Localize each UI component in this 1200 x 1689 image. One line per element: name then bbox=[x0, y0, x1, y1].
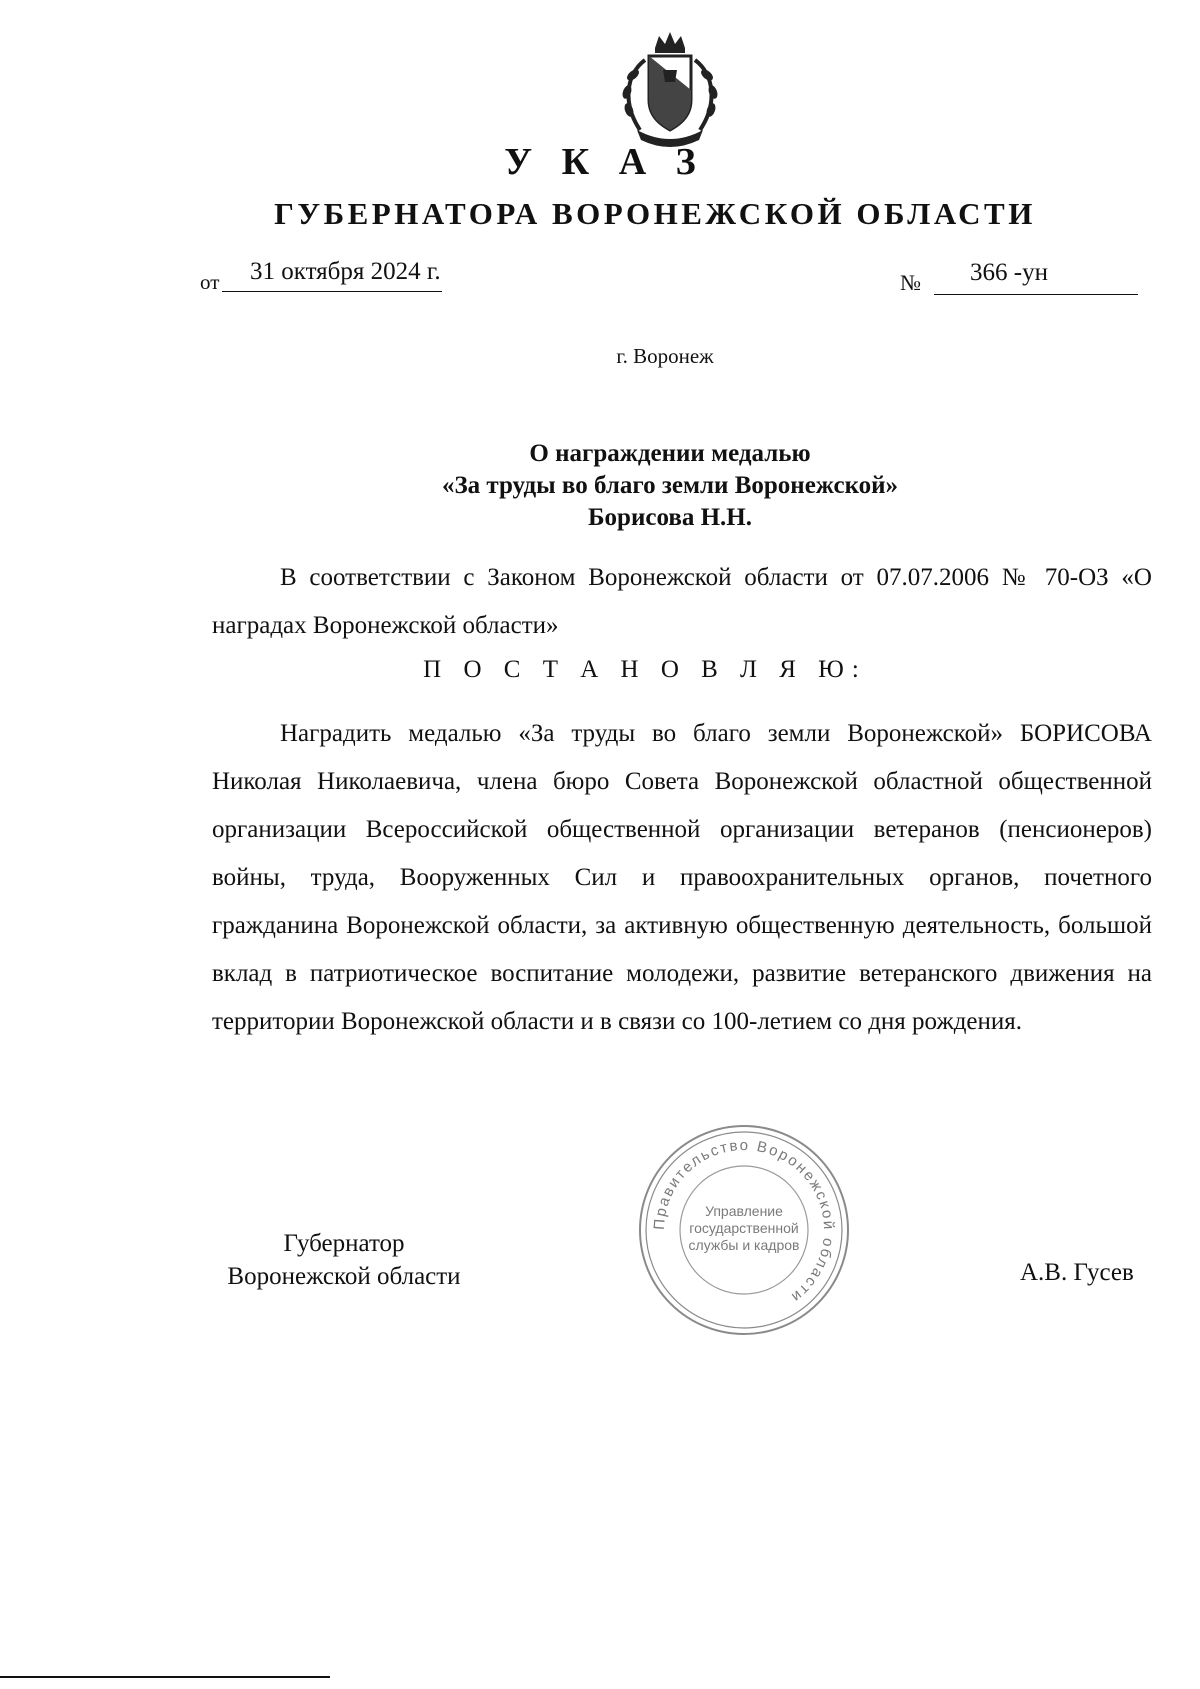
signer-position bbox=[212, 1227, 476, 1293]
number-prefix: № bbox=[900, 270, 921, 295]
decree-date bbox=[200, 258, 440, 298]
date-underline bbox=[222, 291, 442, 292]
signer-name: А.В. Гусев bbox=[1020, 1259, 1134, 1286]
document-issuer: ГУБЕРНАТОРА ВОРОНЕЖСКОЙ ОБЛАСТИ bbox=[274, 196, 1036, 231]
seal-center-line: службы и кадров bbox=[688, 1237, 800, 1253]
subject-line: О награждении медалью bbox=[529, 440, 811, 467]
seal-center-line: Управление bbox=[705, 1203, 783, 1219]
footer-rule bbox=[0, 1676, 330, 1678]
city-name: г. Воронеж bbox=[616, 344, 714, 368]
document-title: У К А З bbox=[504, 141, 706, 183]
date-prefix: от bbox=[200, 270, 220, 294]
number-value: 366 -ун bbox=[970, 259, 1048, 286]
subject-line: «За труды во благо земли Воронежской» bbox=[441, 472, 899, 499]
position-line: Воронежской области bbox=[227, 1263, 461, 1290]
subject-line: Борисова Н.Н. bbox=[588, 504, 752, 531]
coat-of-arms-icon bbox=[615, 30, 725, 150]
position-line: Губернатор bbox=[283, 1230, 405, 1257]
seal-ring-text: Правительство Воронежской области bbox=[650, 1136, 838, 1307]
official-seal-icon bbox=[636, 1122, 852, 1338]
legal-basis-paragraph: В соответствии с Законом Воронежской области от 07.07.2006 № 70-ОЗ «О наградах Воронежской области» bbox=[212, 564, 1152, 639]
decree-word: П О С Т А Н О В Л Я Ю: bbox=[423, 656, 867, 683]
decree-subject bbox=[300, 438, 1040, 534]
seal-center-line: государственной bbox=[689, 1220, 799, 1236]
number-underline bbox=[934, 294, 1138, 295]
award-paragraph: Наградить медалью «За труды во благо земли Воронежской» БОРИСОВА Николая Николаевича, члена бюро Совета Воронежской областной общественной организации Всероссийской общественной организации ветеранов (пенсионеров) войны, труда, Вооруженных Сил и правоохранительных органов, почетного гражданина Воронежской области, за активную общественную деятельность, большой вклад в патриотическое воспитание молодежи, развитие ветеранского движения на территории Воронежской области и в связи со 100-летием со дня рождения. bbox=[212, 720, 1152, 1035]
date-value: 31 октября 2024 г. bbox=[250, 258, 441, 285]
decree-number bbox=[900, 258, 1140, 298]
